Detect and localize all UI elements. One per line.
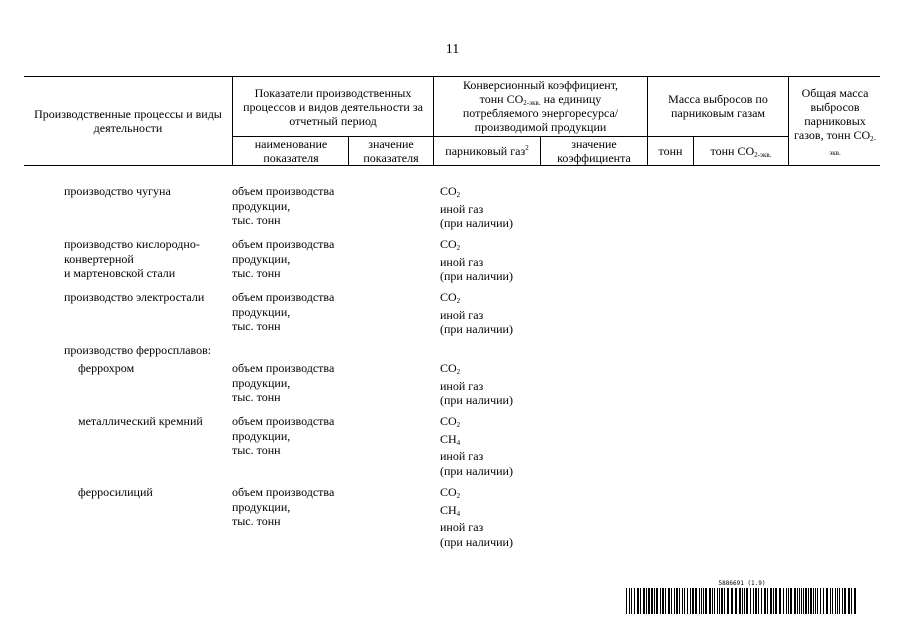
- process-name: ферросилиций: [78, 485, 153, 499]
- header-indicator-value: значение показателя: [363, 136, 419, 165]
- gas-list: $CO_2$ иной газ (при наличии): [440, 290, 513, 336]
- header-divider: [788, 76, 789, 165]
- gas-list: $CO_2$ $CH_4$ иной газ (при наличии): [440, 414, 513, 478]
- header-mass-tons: тонн: [658, 143, 683, 158]
- indicator-name: объем производства продукции, тыс. тонн: [232, 237, 335, 280]
- process-name: производство кислородно- конвертерной и мартеновской стали: [64, 237, 200, 280]
- table-row: [0, 290, 905, 343]
- header-divider: [232, 76, 233, 165]
- process-group-name: производство ферросплавов:: [64, 343, 212, 357]
- gas-list: $CO_2$ $CH_4$ иной газ (при наличии): [440, 485, 513, 549]
- indicator-name: объем производства продукции, тыс. тонн: [232, 414, 335, 457]
- gas-list: $CO_2$ иной газ (при наличии): [440, 237, 513, 283]
- table-row: [0, 361, 905, 414]
- process-name: металлический кремний: [78, 414, 203, 428]
- header-total: Общая масса выбросов парниковых газов, тонн $CO_{2-экв.}$: [793, 85, 877, 157]
- header-coef-value: значение коэффициента: [557, 136, 631, 165]
- barcode-icon: [626, 588, 858, 614]
- page-number: 11: [445, 42, 460, 57]
- header-coefficient: Конверсионный коэффициент, тонн $CO_{2-экв.}$ на единицу потребляемого энергоресурса/ производимой продукции: [462, 78, 619, 134]
- header-mass: Масса выбросов по парниковым газам: [668, 92, 768, 120]
- header-indicator-name: наименование показателя: [254, 136, 328, 165]
- table-body: [0, 184, 905, 556]
- header-bottom-rule: [24, 165, 880, 166]
- header-process: Производственные процессы и виды деятельности: [34, 106, 222, 135]
- header-gas: парниковый газ$^2$: [445, 143, 529, 158]
- process-name: феррохром: [78, 361, 135, 375]
- process-name: производство чугуна: [64, 184, 171, 198]
- indicator-name: объем производства продукции, тыс. тонн: [232, 290, 335, 333]
- table-row: [0, 485, 905, 556]
- table-row: [0, 414, 905, 485]
- indicator-name: объем производства продукции, тыс. тонн: [232, 485, 335, 528]
- table-row: [0, 237, 905, 290]
- table-row: [0, 343, 905, 361]
- header-mass-co2: тонн $CO_{2-экв.}$: [710, 143, 772, 159]
- indicator-name: объем производства продукции, тыс. тонн: [232, 184, 335, 227]
- process-name: производство электростали: [64, 290, 205, 304]
- header-indicators: Показатели производственных процессов и видов деятельности за отчетный период: [243, 86, 423, 128]
- gas-list: $CO_2$ иной газ (при наличии): [440, 184, 513, 230]
- barcode-number: 5886691 (1.9): [718, 580, 766, 587]
- document-barcode: [626, 580, 858, 614]
- gas-list: $CO_2$ иной газ (при наличии): [440, 361, 513, 407]
- table-row: [0, 184, 905, 237]
- indicator-name: объем производства продукции, тыс. тонн: [232, 361, 335, 404]
